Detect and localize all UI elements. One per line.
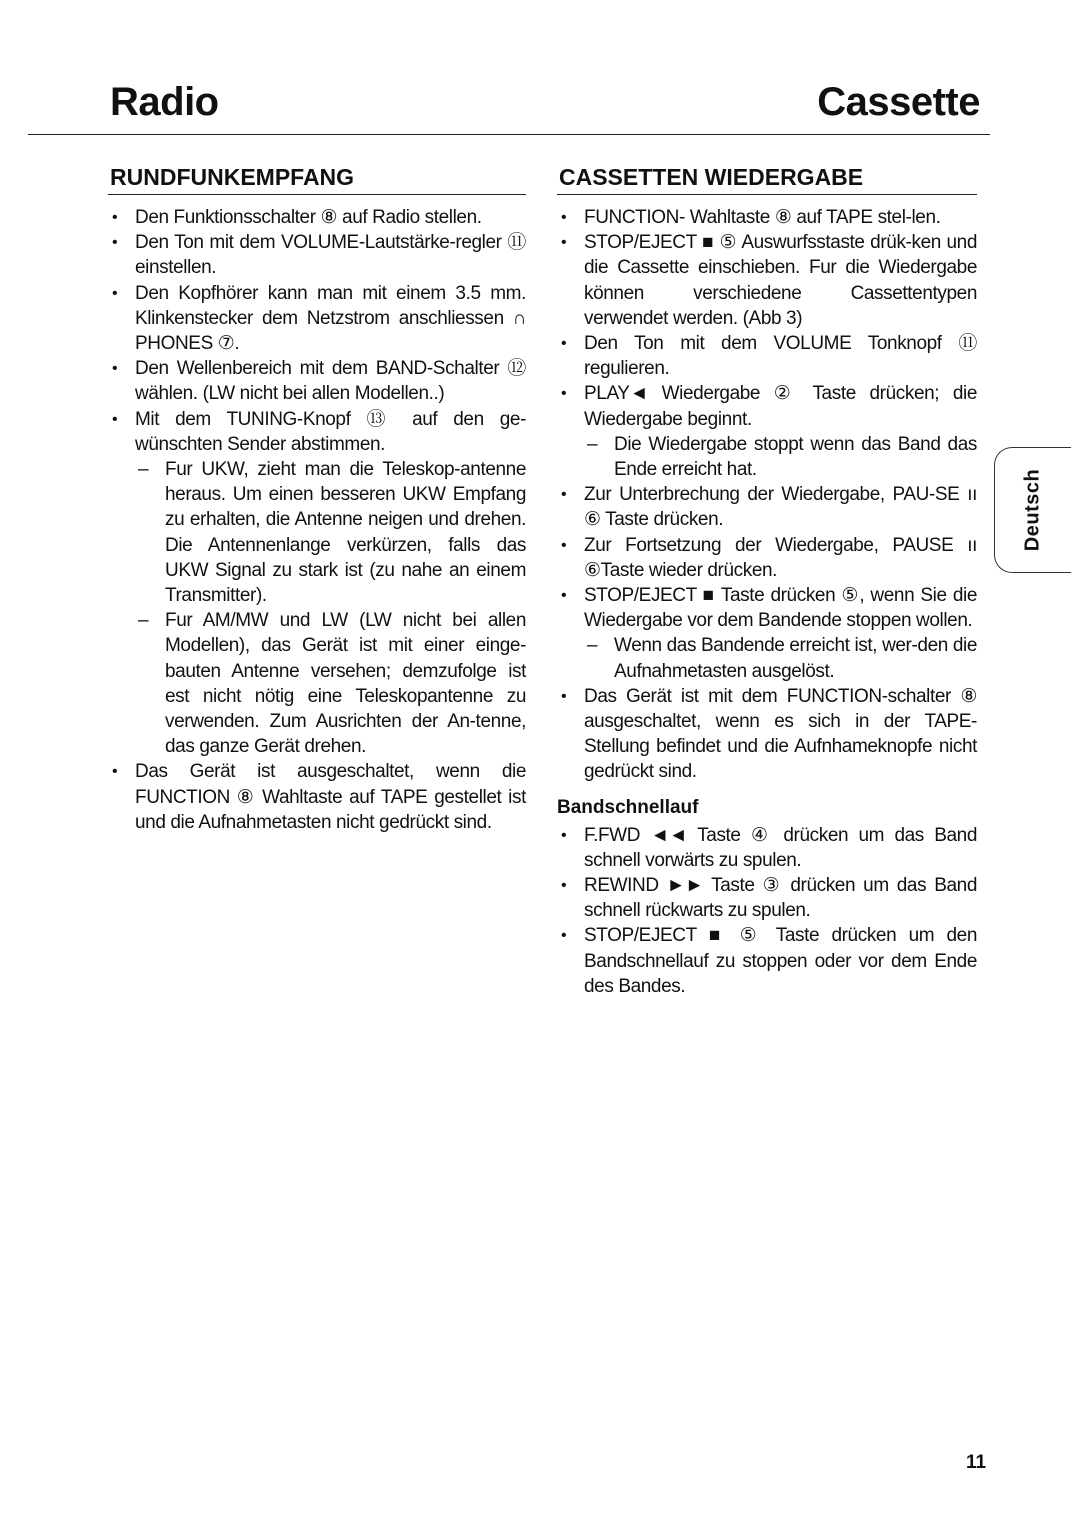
fast-wind-heading: Bandschnellauf xyxy=(557,796,699,818)
list-item xyxy=(108,407,526,760)
fast-wind-list xyxy=(557,823,977,999)
list-item: • Den Wellenbereich mit dem BAND-Schalter ⑫ wählen. (LW nicht bei allen Modellen..) xyxy=(108,356,526,406)
list-item: • FUNCTION- Wahltaste ⑧ auf TAPE stel-len. xyxy=(557,205,977,230)
page-header xyxy=(110,80,980,130)
sub-list-item: – Fur AM/MW und LW (LW nicht bei allen Modellen), das Gerät ist mit einer einge-bauten Antenne versehen; demzufolge ist est nicht nötig eine Teleskopantenne zu verwenden. Zum Ausrichten der An-tenne, das ganze Gerät drehen. xyxy=(135,608,526,759)
list-item: • Das Gerät ist mit dem FUNCTION-schalter ⑧ ausgeschaltet, wenn es sich in der TAPE-Stellung befindet und die Aufnhameknopfe nicht gedrückt sind. xyxy=(557,684,977,785)
list-item: • STOP/EJECT ■ ⑤ Auswurfsstaste drük-ken und die Cassette einschieben. Fur die Wiedergabe können verschiedene Cassettentypen verwendet werden. (Abb 3) xyxy=(557,230,977,331)
list-item: • Den Ton mit dem VOLUME-Lautstärke-regler ⑪ einstellen. xyxy=(108,230,526,280)
cassette-instruction-list xyxy=(557,205,977,785)
language-tab-label: Deutsch xyxy=(1021,468,1044,552)
sub-list-item: – Die Wiedergabe stoppt wenn das Band das Ende erreicht hat. xyxy=(584,432,977,482)
radio-section-heading: RUNDFUNKEMPFANG xyxy=(108,162,526,195)
cassette-section-heading: CASSETTEN WIEDERGABE xyxy=(557,162,977,195)
play-sub-list xyxy=(584,432,977,482)
list-item: • REWIND ►► Taste ③ drücken um das Band schnell rückwarts zu spulen. xyxy=(557,873,977,923)
tuning-sub-list xyxy=(135,457,526,759)
sub-list-item: – Wenn das Bandende erreicht ist, wer-den die Aufnahmetasten ausgelöst. xyxy=(584,633,977,683)
page-title-cassette: Cassette xyxy=(817,80,980,124)
page-title-radio: Radio xyxy=(110,80,219,124)
cassette-column xyxy=(557,162,977,999)
list-item xyxy=(557,583,977,684)
list-item: • Den Ton mit dem VOLUME Tonknopf ⑪ regulieren. xyxy=(557,331,977,381)
list-item: • F.FWD ◄◄ Taste ④ drücken um das Band schnell vorwärts zu spulen. xyxy=(557,823,977,873)
list-item: • Zur Unterbrechung der Wiedergabe, PAU-SE ıı ⑥ Taste drücken. xyxy=(557,482,977,532)
list-item-text: PLAY◄ Wiedergabe ② Taste drücken; die Wiedergabe beginnt. xyxy=(584,383,977,430)
list-item: • Den Kopfhörer kann man mit einem 3.5 mm. Klinkenstecker dem Netzstrom anschliessen ∩ PHONES ⑦. xyxy=(108,281,526,357)
language-side-tab xyxy=(994,447,1071,573)
sub-list-item: – Fur UKW, zieht man die Teleskop-antenne heraus. Um einen besseren UKW Empfang zu erhalten, die Antenne neigen und drehen. Die Antennenlange verkürzen, falls das UKW Signal zu stark ist (zu nahe an einem Transmitter). xyxy=(135,457,526,608)
list-item: • STOP/EJECT ■ ⑤ Taste drücken um den Bandschnellauf zu stoppen oder vor dem Ende des Bandes. xyxy=(557,923,977,999)
list-item xyxy=(557,381,977,482)
header-divider xyxy=(28,134,990,135)
list-item: • Zur Fortsetzung der Wiedergabe, PAUSE ıı ⑥Taste wieder drücken. xyxy=(557,533,977,583)
stop-sub-list xyxy=(584,633,977,683)
page-number: 11 xyxy=(966,1452,987,1473)
list-item-text: STOP/EJECT ■ Taste drücken ⑤, wenn Sie die Wiedergabe vor dem Bandende stoppen wollen. xyxy=(584,585,977,632)
list-item-text: Mit dem TUNING-Knopf ⑬ auf den ge-wünschten Sender abstimmen. xyxy=(135,408,526,455)
radio-instruction-list xyxy=(108,205,526,835)
list-item: • Das Gerät ist ausgeschaltet, wenn die FUNCTION ⑧ Wahltaste auf TAPE gestellet ist und die Aufnahmetasten nicht gedrückt sind. xyxy=(108,759,526,835)
radio-column xyxy=(108,162,526,835)
list-item: • Den Funktionsschalter ⑧ auf Radio stellen. xyxy=(108,205,526,230)
